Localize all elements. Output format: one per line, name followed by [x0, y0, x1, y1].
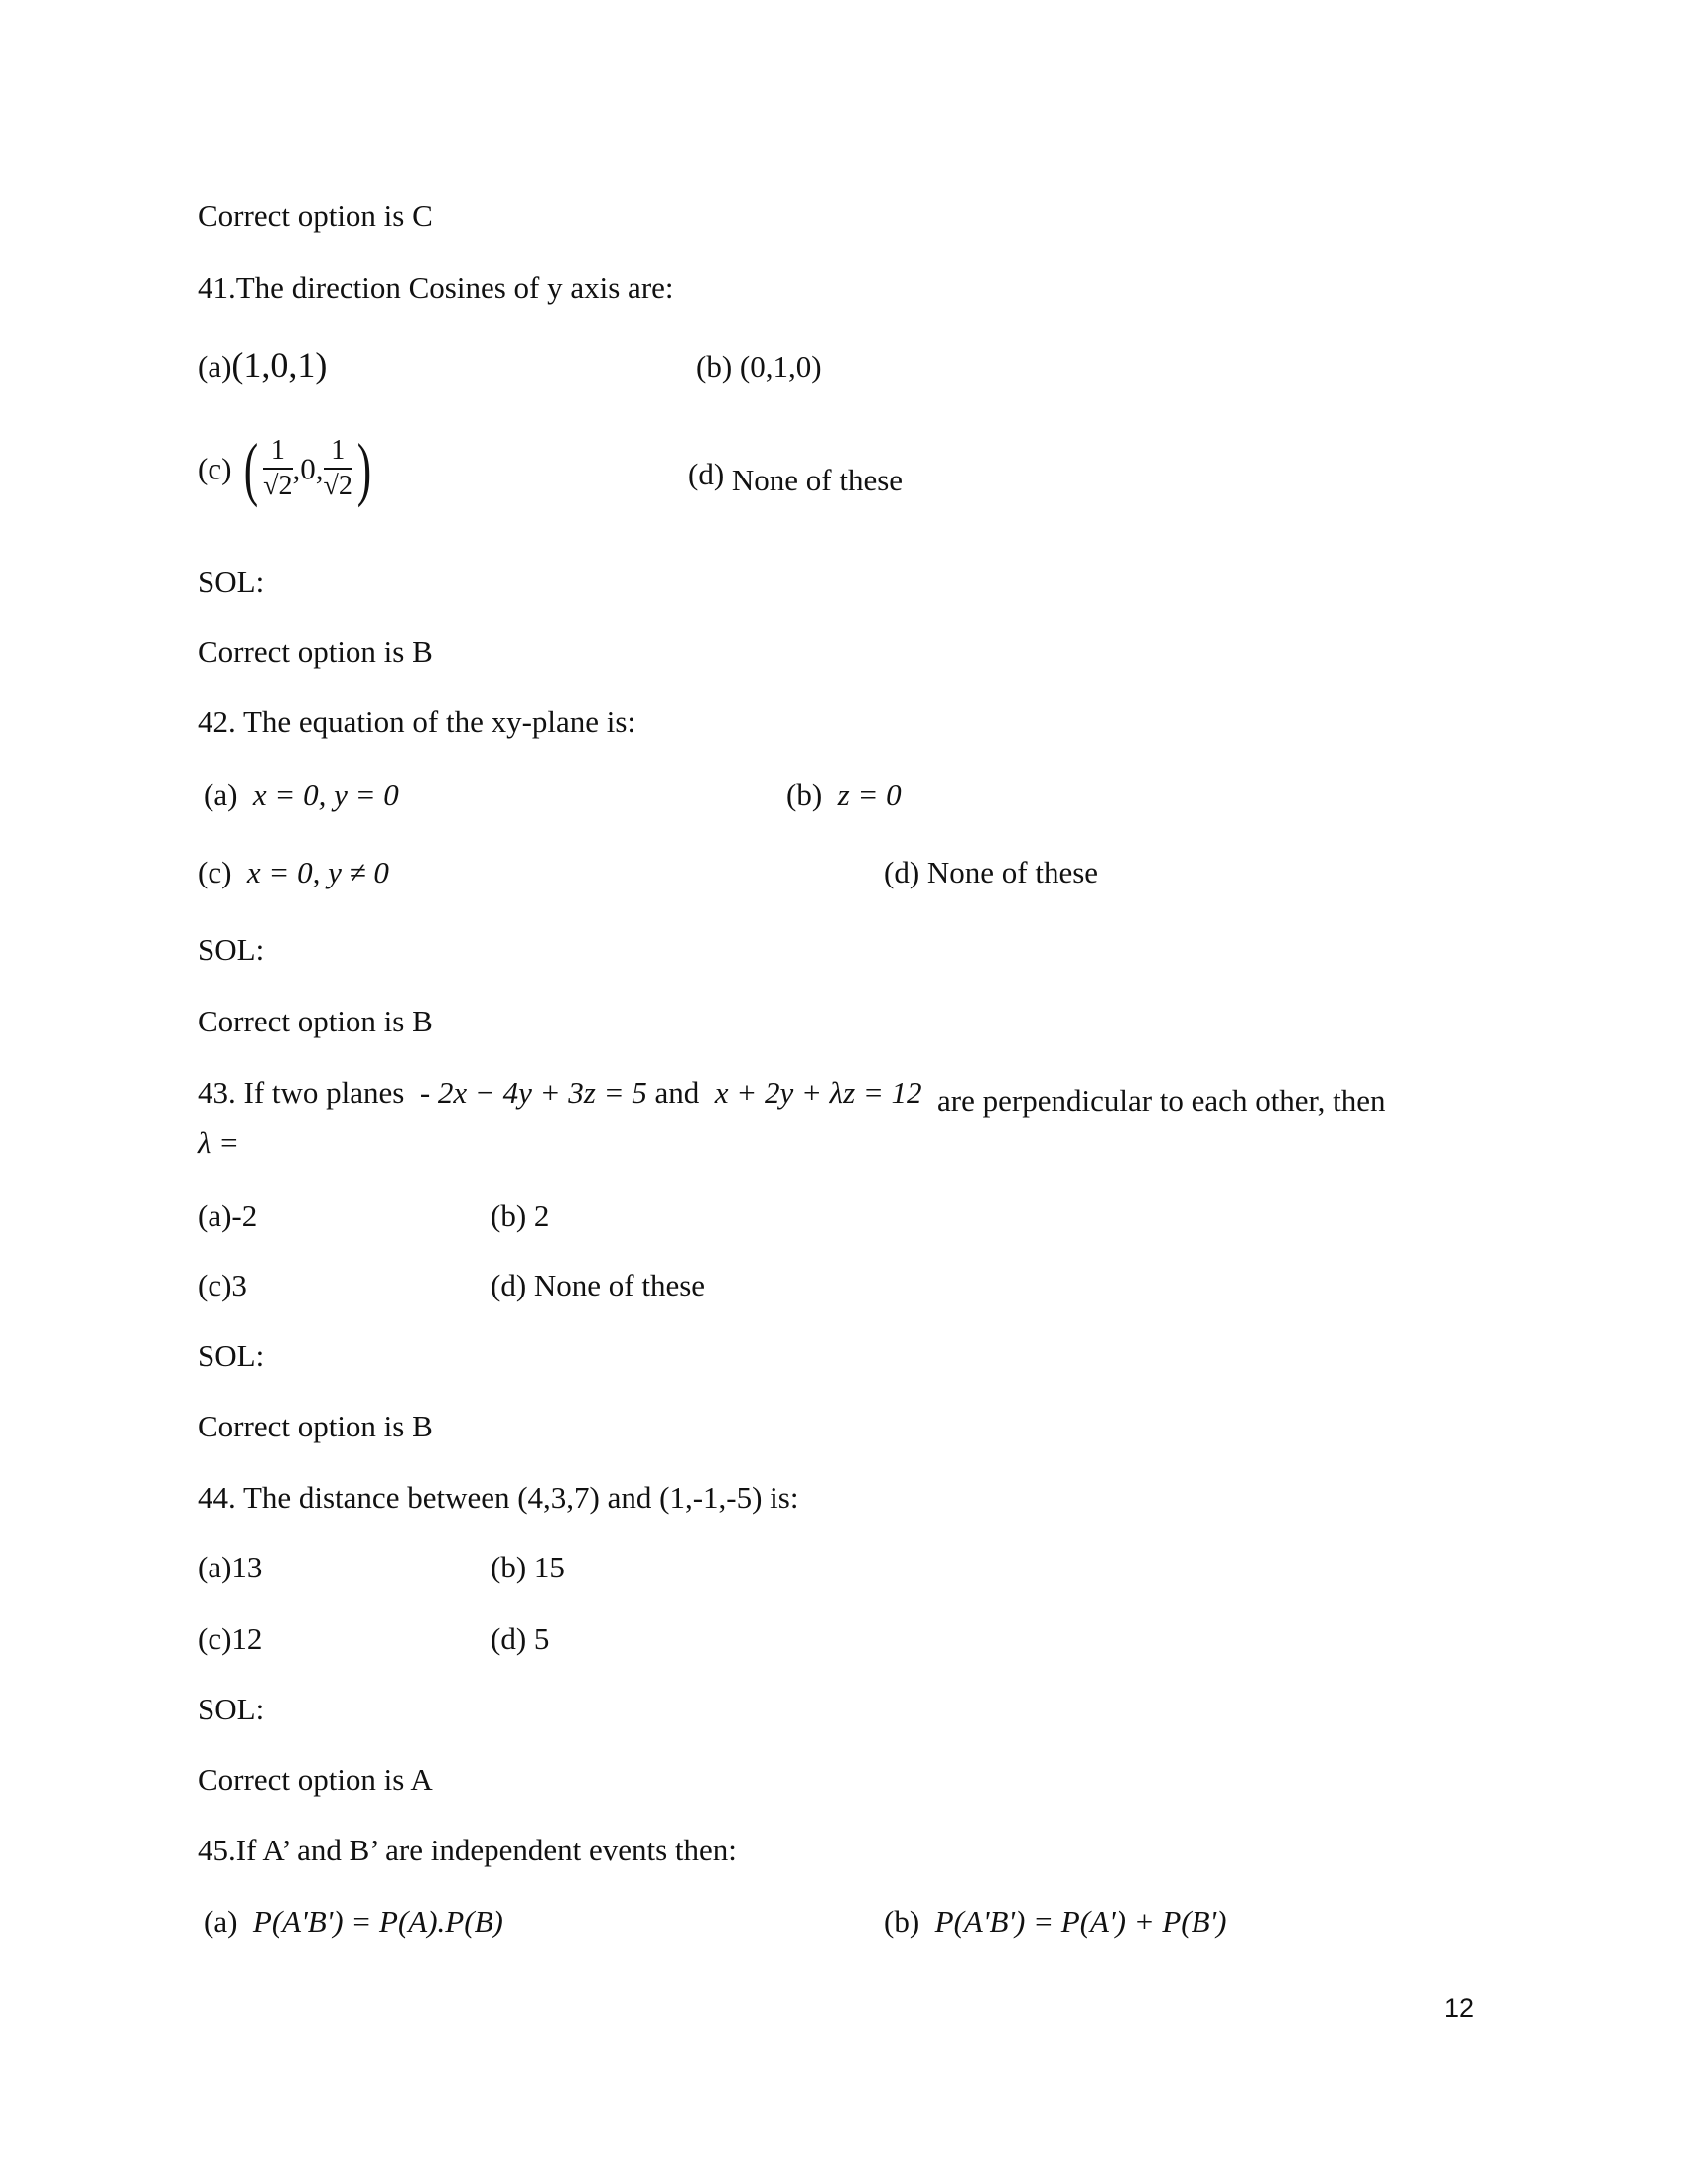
question-43-stem-line2: λ =	[198, 1125, 240, 1160]
fraction: $\frac{1}{√2}$	[263, 435, 293, 501]
q43-option-a: (a)-2	[198, 1198, 258, 1233]
q44-option-d: (d) 5	[491, 1621, 550, 1656]
q41-option-c: (c) ( $\frac{1}{√2}$ ,0, $\frac{1}{√2}$ )	[198, 429, 372, 508]
option-label: (d)	[688, 457, 725, 491]
q41-option-d	[688, 457, 904, 497]
option-value: x = 0, y = 0	[252, 777, 399, 812]
q45-option-b: (b) P(A'B') = P(A') + P(B')	[884, 1904, 1227, 1939]
q41-option-b	[696, 351, 822, 382]
option-label: (c)	[198, 451, 232, 486]
q42-option-a	[204, 779, 399, 810]
q43-option-c: (c)3	[198, 1268, 247, 1302]
q42-option-c	[198, 857, 389, 887]
page-number: 12	[1444, 1993, 1475, 2023]
option-label: (b)	[696, 349, 733, 384]
q42-option-b	[786, 779, 902, 810]
equation-plane-2: x + 2y + λz = 12	[714, 1075, 922, 1110]
q42-answer: Correct option is B	[198, 1004, 433, 1038]
q41-option-a	[198, 347, 327, 383]
equation-plane-1: - 2x − 4y + 3z = 5	[419, 1075, 647, 1110]
q44-answer: Correct option is A	[198, 1762, 433, 1797]
option-value: z = 0	[837, 777, 902, 812]
option-label: (d)	[884, 855, 920, 889]
question-45-stem: 45.If A’ and B’ are independent events then:	[198, 1833, 737, 1867]
option-value: (1,0,1)	[231, 345, 328, 385]
option-label: (c)	[198, 855, 232, 889]
question-43-stem: 43. If two planes - 2x − 4y + 3z = 5 and x + 2y + λz = 12 are perpendicular to each other, then	[198, 1075, 1386, 1118]
q44-option-a: (a)13	[198, 1550, 263, 1584]
q44-option-c: (c)12	[198, 1621, 263, 1656]
previous-answer: Correct option is C	[198, 199, 433, 233]
q42-option-d	[884, 857, 1098, 887]
fraction: $\frac{1}{√2}$	[323, 435, 352, 501]
close-paren-icon: )	[356, 429, 372, 508]
option-label: (a)	[198, 349, 232, 384]
question-44-stem: 44. The distance between (4,3,7) and (1,-1,-5) is:	[198, 1480, 799, 1515]
option-value: x = 0, y ≠ 0	[246, 855, 389, 889]
q44-option-b: (b) 15	[491, 1550, 565, 1584]
question-41-stem: 41.The direction Cosines of y axis are:	[198, 270, 674, 305]
option-value: (0,1,0)	[739, 349, 822, 384]
option-label: (a)	[204, 777, 238, 812]
q42-sol: SOL:	[198, 932, 265, 967]
open-paren-icon: (	[243, 429, 259, 508]
q43-option-d: (d) None of these	[491, 1268, 706, 1302]
q43-answer: Correct option is B	[198, 1409, 433, 1443]
option-label: (b)	[786, 777, 823, 812]
q43-option-b: (b) 2	[491, 1198, 550, 1233]
option-value: None of these	[731, 463, 904, 497]
option-value: None of these	[926, 855, 1099, 889]
q45-option-a: (a) P(A'B') = P(A).P(B)	[204, 1904, 503, 1939]
q41-sol: SOL:	[198, 564, 265, 599]
question-42-stem: 42. The equation of the xy-plane is:	[198, 704, 636, 739]
q43-sol: SOL:	[198, 1338, 265, 1373]
q41-answer: Correct option is B	[198, 634, 433, 669]
q44-sol: SOL:	[198, 1692, 265, 1726]
